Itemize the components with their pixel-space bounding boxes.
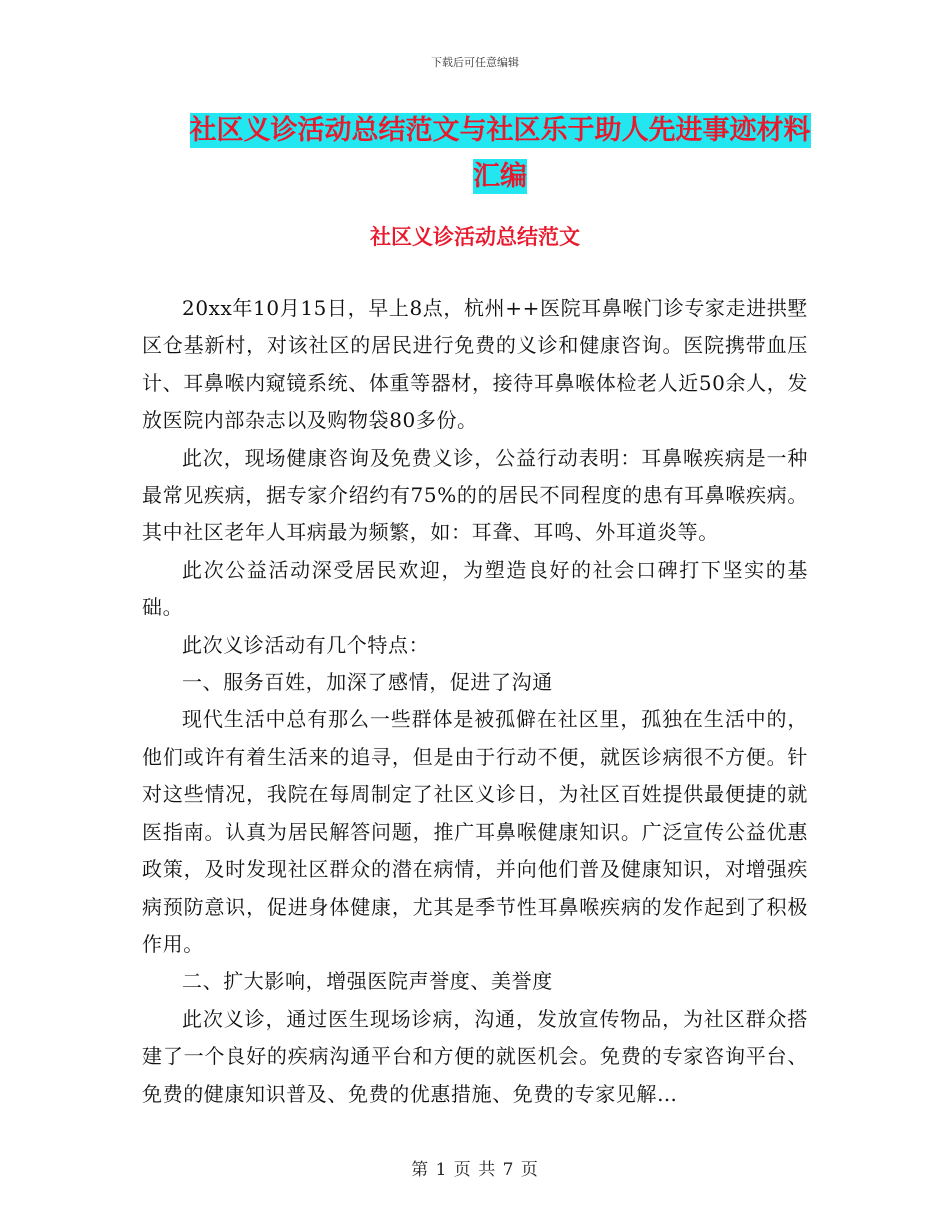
paragraph: 现代生活中总有那么一些群体是被孤僻在社区里，孤独在生活中的，他们或许有着生活来的追寻，但是由于行动不便，就医诊病很不方便。针对这些情况，我院在每周制定了社区义诊日，为社区百姓提供最便捷的就医指南。认真为居民解答问题，推广耳鼻喉健康知识。广泛宣传公益优惠政策，及时发现社区群众的潜在病情，并向他们普及健康知识，对增强疾病预防意识，促进身体健康，尤其是季节性耳鼻喉疾病的发作起到了积极作用。 [142, 707, 808, 956]
section-title: 社区义诊活动总结范文 [370, 225, 580, 249]
paragraph: 此次义诊，通过医生现场诊病，沟通，发放宣传物品，为社区群众搭建了一个良好的疾病沟通平台和方便的就医机会。免费的专家咨询平台、免费的健康知识普及、免费的优惠措施、免费的专家见解… [142, 1006, 808, 1106]
paragraph: 20xx年10月15日，早上8点，杭州++医院耳鼻喉门诊专家走进拱墅区仓基新村，对该社区的居民进行免费的义诊和健康咨询。医院携带血压计、耳鼻喉内窥镜系统、体重等器材，接待耳鼻喉体检老人近50余人，发放医院内部杂志以及购物袋80多份。 [142, 296, 808, 433]
paragraph: 此次公益活动深受居民欢迎，为塑造良好的社会口碑打下坚实的基础。 [142, 557, 808, 620]
paragraph-heading: 一、服务百姓，加深了感情，促进了沟通 [182, 670, 553, 695]
paragraph-heading: 二、扩大影响，增强医院声誉度、美誉度 [182, 969, 553, 994]
document-body [142, 290, 808, 1113]
document-title [180, 108, 820, 200]
paragraph: 此次义诊活动有几个特点： [182, 632, 430, 657]
page-header-note: 下载后可任意编辑 [431, 56, 519, 69]
page-number-footer: 第 1 页 共 7 页 [411, 1160, 539, 1180]
document-title-text: 社区义诊活动总结范文与社区乐于助人先进事迹材料汇编 [189, 115, 811, 192]
paragraph: 此次，现场健康咨询及免费义诊，公益行动表明：耳鼻喉疾病是一种最常见疾病，据专家介绍约有75%的的居民不同程度的患有耳鼻喉疾病。其中社区老年人耳病最为频繁，如：耳聋、耳鸣、外耳道炎等。 [142, 445, 808, 545]
